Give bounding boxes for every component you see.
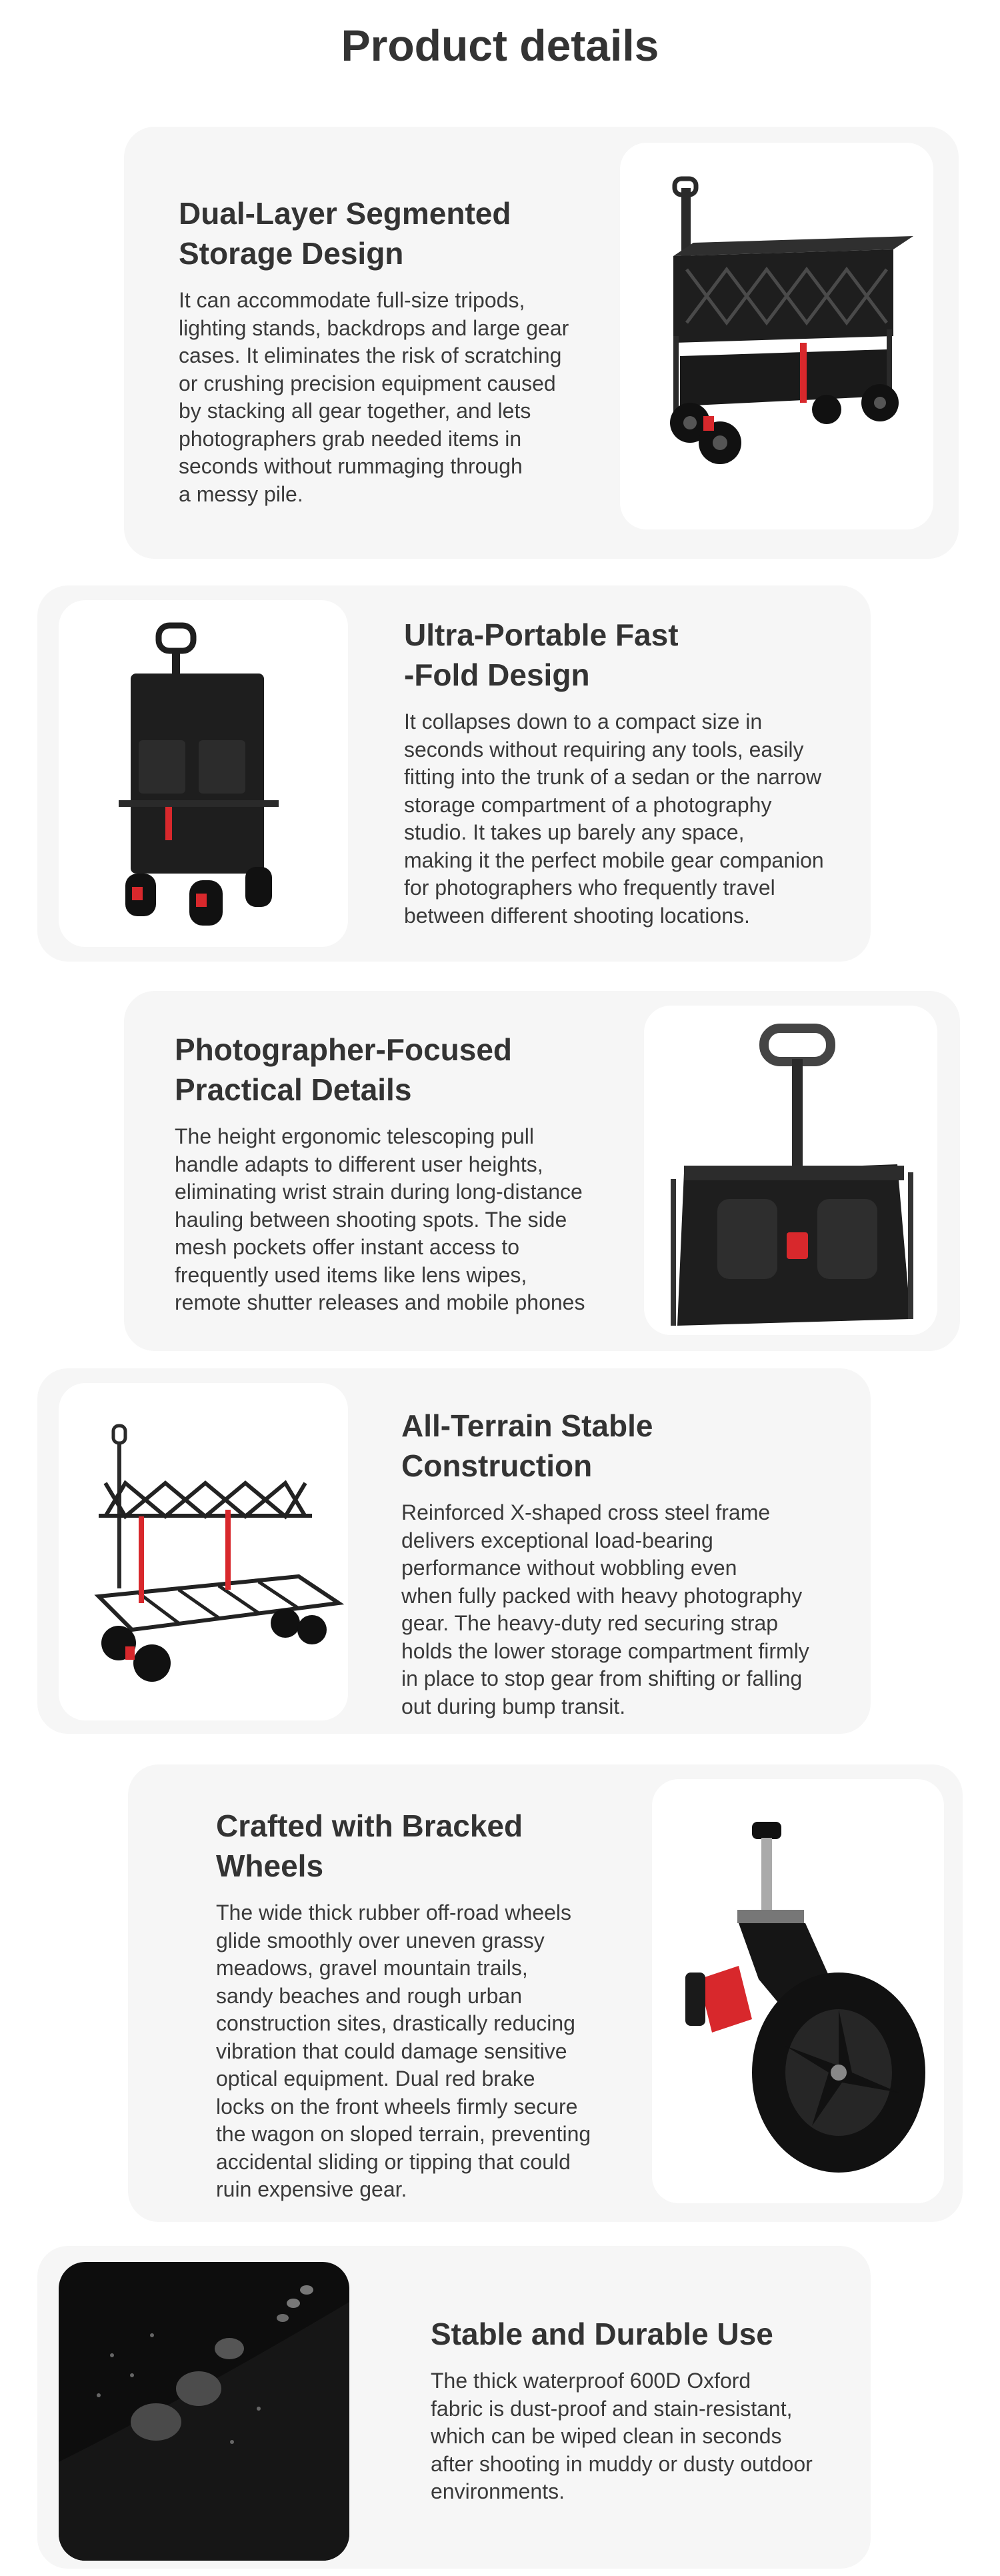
feature-description: The thick waterproof 600D Oxford fabric is dust-proof and stain-resistant, which can be wiped clean in seconds after shooting in muddy or dusty outdoor environments.	[431, 2369, 813, 2503]
feature-text-frame	[401, 1406, 861, 1720]
feature-title: Crafted with Bracked Wheels	[216, 1808, 523, 1883]
feature-title: Dual-Layer Segmented Storage Design	[179, 196, 511, 271]
feature-text-storage	[179, 193, 605, 508]
feature-text-wheels	[216, 1806, 643, 2204]
feature-title: Photographer-Focused Practical Details	[175, 1032, 513, 1107]
feature-description: Reinforced X-shaped cross steel frame delivers exceptional load-bearing performance without wobbling even when fully packed with heavy photography gear. The heavy-duty red securing strap holds the lower storage compartment firmly in place to stop gear from shifting or falling out during bump transit.	[401, 1500, 809, 1718]
pull-handle-pockets-icon	[644, 1006, 937, 1335]
two-tier-wagon-icon	[620, 143, 933, 529]
folded-wagon-icon	[59, 600, 348, 947]
feature-title: Ultra-Portable Fast -Fold Design	[404, 617, 679, 692]
page-title: Product details	[341, 21, 659, 70]
feature-description: The wide thick rubber off-road wheels glide smoothly over uneven grassy meadows, gravel mountain trails, sandy beaches and rough urban construction sites, drastically reducing vibration that could damage sensitive optical equipment. Dual red brake locks on the front wheels firmly secure the wagon on sloped terrain, preventing accidental sliding or tipping that could ruin expensive gear.	[216, 1900, 591, 2201]
feature-title: All-Terrain Stable Construction	[401, 1408, 653, 1483]
feature-description: It can accommodate full-size tripods, lighting stands, backdrops and large gear cases. It eliminates the risk of scratching or crushing precision equipment caused by stacking all gear together, and lets photographers grab needed items in seconds without rummaging through a messy pile.	[179, 288, 569, 506]
feature-title: Stable and Durable Use	[431, 2317, 773, 2351]
feature-description: The height ergonomic telescoping pull handle adapts to different user heights, eliminating wrist strain during long-distance hauling between shooting spots. The side mesh pockets offer instant access to frequently used items like lens wipes, remote shutter releases and mobile phones	[175, 1124, 585, 1314]
steel-frame-icon	[59, 1383, 348, 1720]
brake-wheel-icon	[652, 1779, 944, 2203]
feature-description: It collapses down to a compact size in seconds without requiring any tools, easily fitting into the trunk of a sedan or the narrow storage compartment of a photography studio. It takes up barely any space, making it the perfect mobile gear companion for photographers who frequently travel between different shooting locations.	[404, 710, 824, 928]
feature-text-fabric	[431, 2314, 864, 2506]
feature-text-fold	[404, 615, 857, 930]
feature-text-handle	[175, 1030, 615, 1317]
water-droplets-fabric-icon	[59, 2262, 349, 2561]
